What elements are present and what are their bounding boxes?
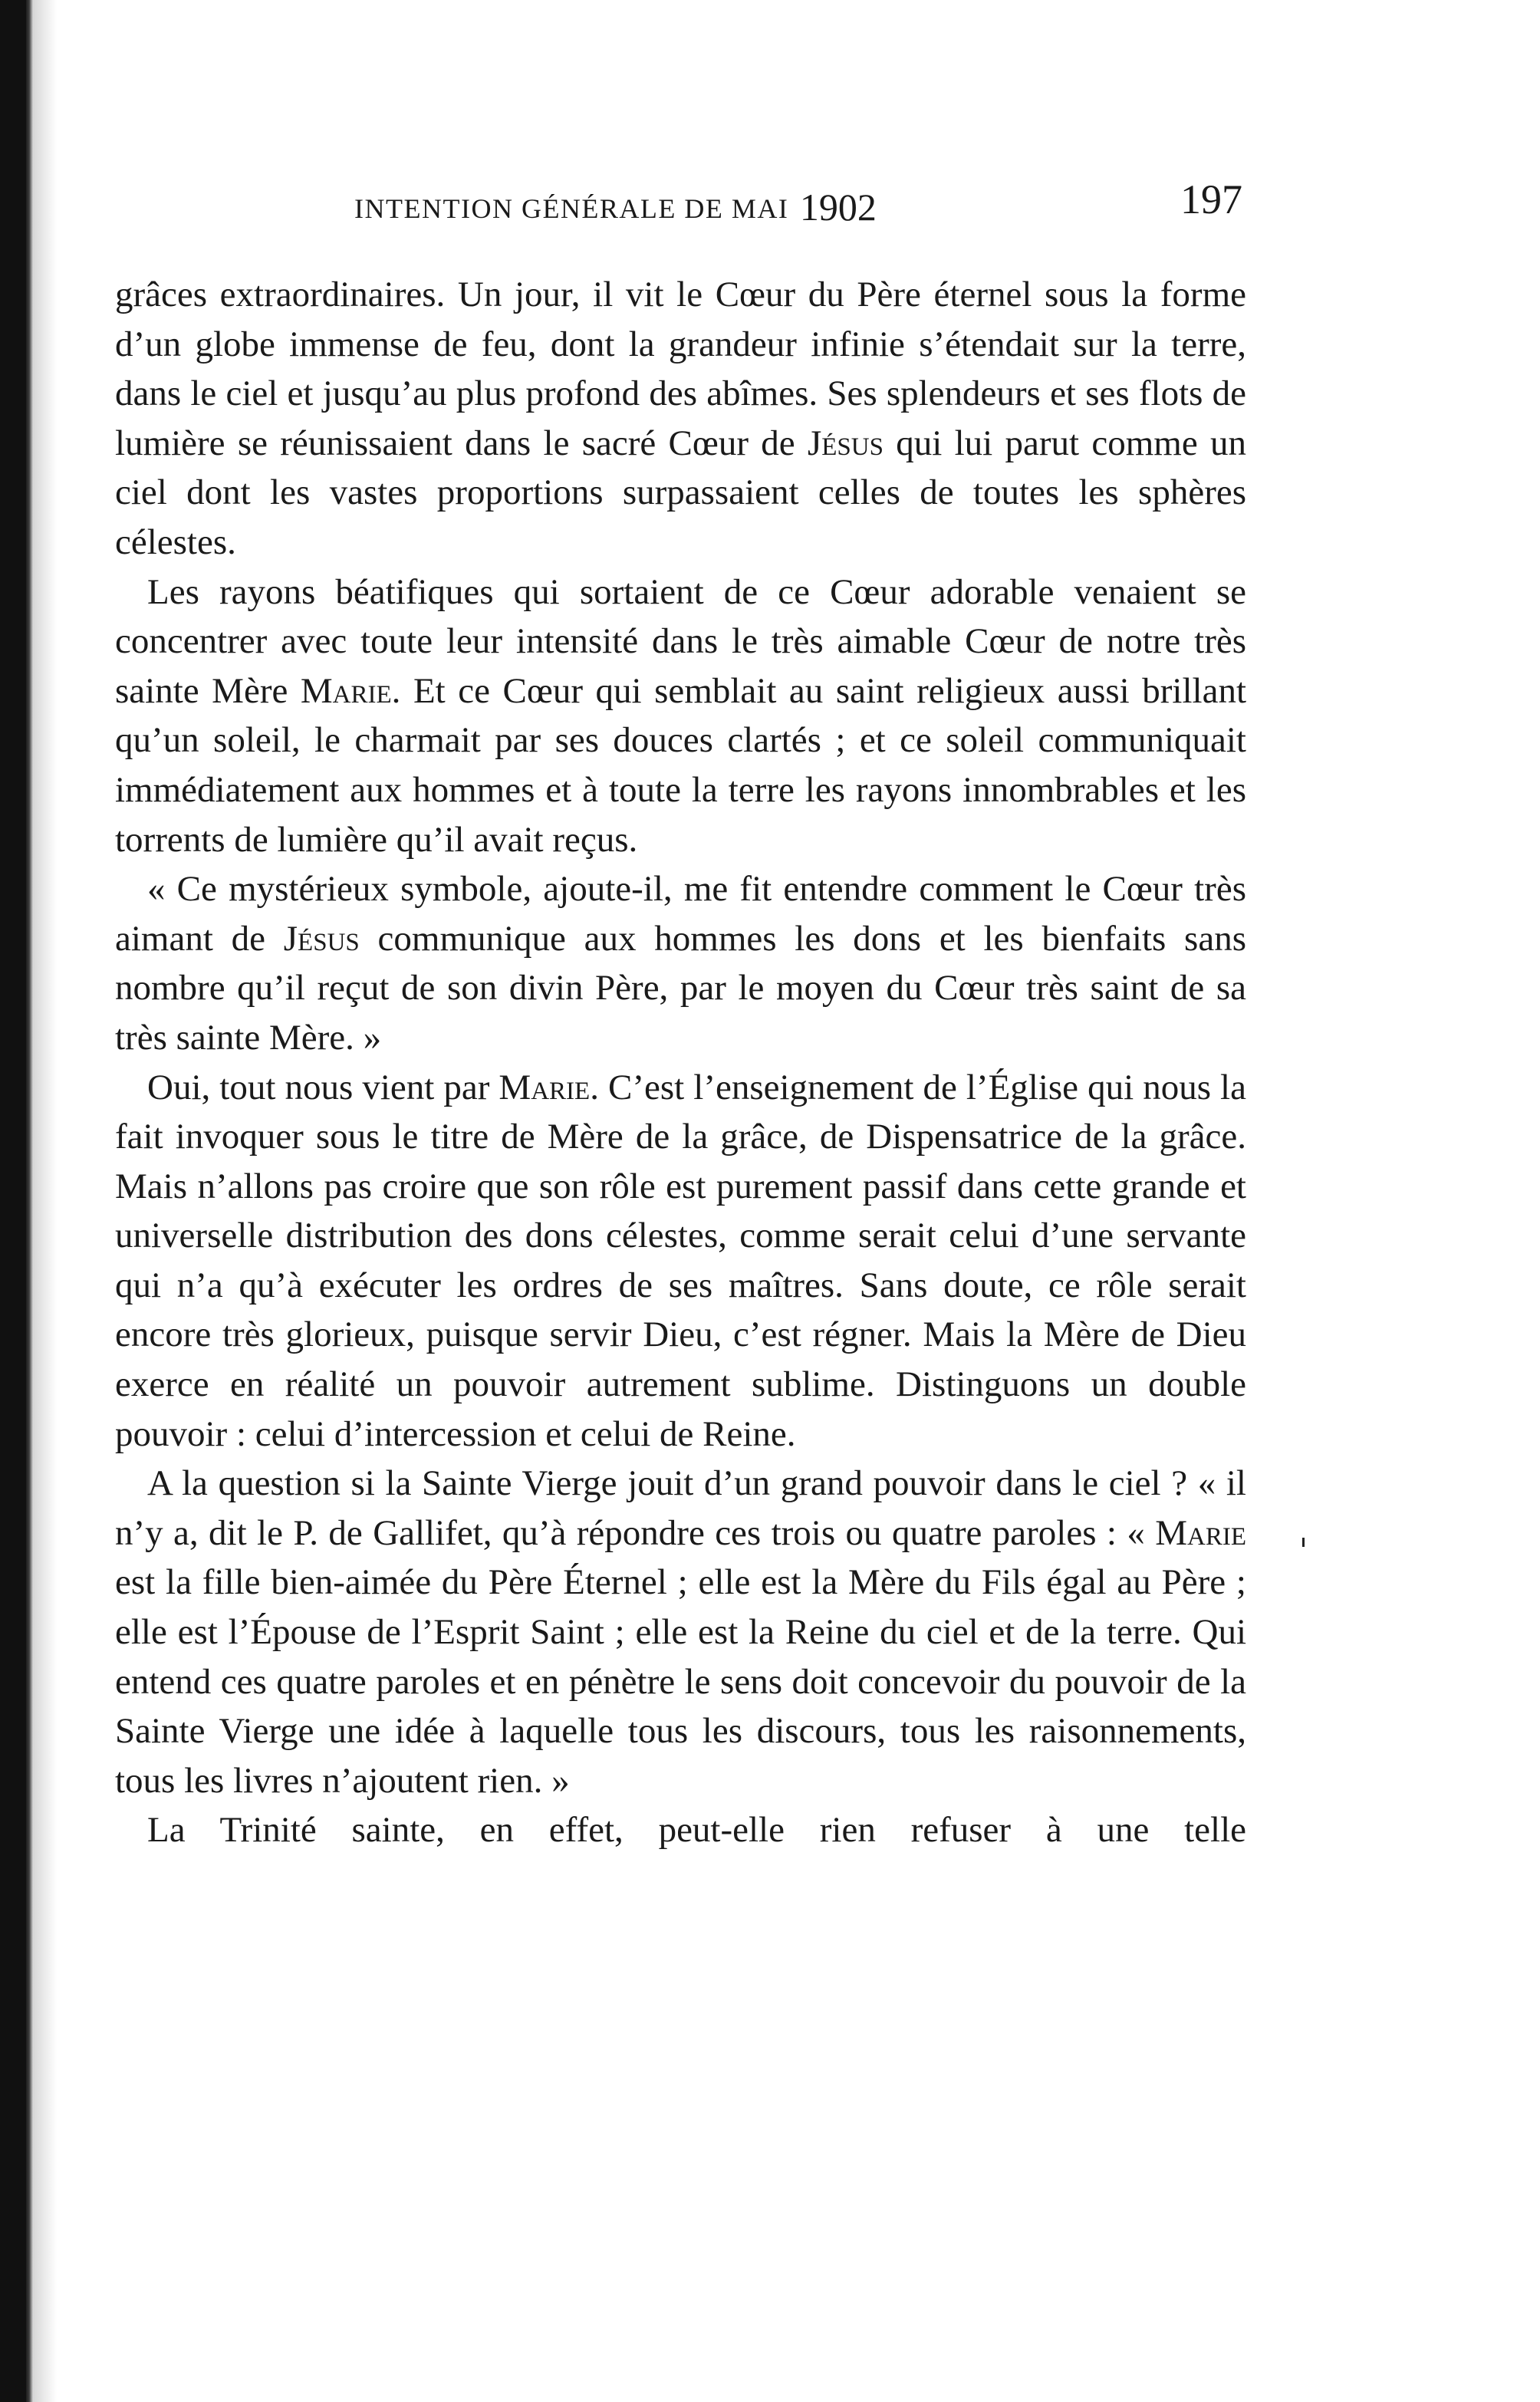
page-header [307, 173, 1273, 249]
paragraph-5 [115, 1459, 1246, 1805]
name-marie: Marie [499, 1067, 591, 1107]
paragraph-text: qui lui parut comme un ciel dont les vastes proportions surpassaient celles de toutes les sphères célestes. [115, 423, 1246, 562]
page-number: 197 [1180, 176, 1242, 222]
paragraph-text: communique aux hommes les dons et les bienfaits sans nombre qu’il reçut de son divin Père, par le moyen du Cœur très saint de sa très sainte Mère. » [115, 918, 1246, 1058]
margin-mark [1302, 1538, 1305, 1547]
text-body [115, 270, 1246, 1855]
running-head-title: INTENTION GÉNÉRALE DE MAI [354, 193, 789, 224]
paragraph-4 [115, 1063, 1246, 1459]
paragraph-text: Les rayons béatifiques qui sortaient de ce Cœur adorable venaient se concentrer avec toute leur intensité dans le très aimable Cœur de notre très sainte Mère [115, 571, 1246, 711]
binding-shadow [26, 0, 61, 2402]
paragraph-text: . Et ce Cœur qui semblait au saint religieux aussi brillant qu’un soleil, le charmait par ses douces clartés ; et ce soleil communiquait immédiatement aux hommes et à toute la terre les rayons innombrables et les torrents de lumière qu’il avait reçus. [115, 670, 1247, 860]
name-marie: Marie [300, 670, 392, 711]
paragraph-1 [115, 270, 1246, 568]
paragraph-text: est la fille bien-aimée du Père Éternel ; elle est la Mère du Fils égal au Père ; elle est l’Épouse de l’Esprit Saint ; elle est la Reine du ciel et de la terre. Qui entend ces quatre paroles et en pénètre le sens doit concevoir du pouvoir de la Sainte Vierge une idée à laquelle tous les discours, tous les raisonnements, tous les livres n’ajoutent rien. » [115, 1562, 1246, 1801]
paragraph-3 [115, 864, 1246, 1062]
running-head [354, 185, 877, 229]
name-marie: Marie [1155, 1512, 1246, 1553]
binding-edge [0, 0, 26, 2402]
paragraph-text: « Ce mystérieux symbole, ajoute-il, me fit entendre comment le Cœur très aimant de [115, 869, 1246, 959]
paragraph-2 [115, 568, 1246, 865]
paragraph-text: A la question si la Sainte Vierge jouit d’un grand pouvoir dans le ciel ? « il n’y a, dit le P. de Gallifet, qu’à répondre ces trois ou quatre paroles : « [115, 1463, 1246, 1553]
paragraph-text: grâces extraordinaires. Un jour, il vit le Cœur du Père éternel sous la forme d’un globe immense de feu, dont la grandeur infinie s’étendait sur la terre, dans le ciel et jusqu’au plus profond des abîmes. Ses splendeurs et ses flots de lumière se réunissaient dans le sacré Cœur de [115, 275, 1246, 463]
paragraph-text: Oui, tout nous vient par [147, 1067, 499, 1107]
running-head-year: 1902 [799, 186, 877, 229]
name-jesus: Jésus [283, 918, 360, 959]
paragraph-text: . C’est l’enseignement de l’Église qui nous la fait invoquer sous le titre de Mère de la grâce, de Dispensatrice de la grâce. Mais n’allons pas croire que son rôle est purement passif dans cette grande et universelle distribution des dons célestes, comme serait celui d’une servante qui n’a qu’à exécuter les ordres de ses maîtres. Sans doute, ce rôle serait encore très glorieux, puisque servir Dieu, c’est régner. Mais la Mère de Dieu exerce en réalité un pouvoir autrement sublime. Distinguons un double pouvoir : celui d’intercession et celui de Reine. [115, 1067, 1246, 1454]
name-jesus: Jésus [807, 423, 884, 463]
paragraph-6 [115, 1805, 1246, 1855]
paragraph-text: La Trinité sainte, en effet, peut-elle rien refuser à une telle [147, 1810, 1246, 1851]
